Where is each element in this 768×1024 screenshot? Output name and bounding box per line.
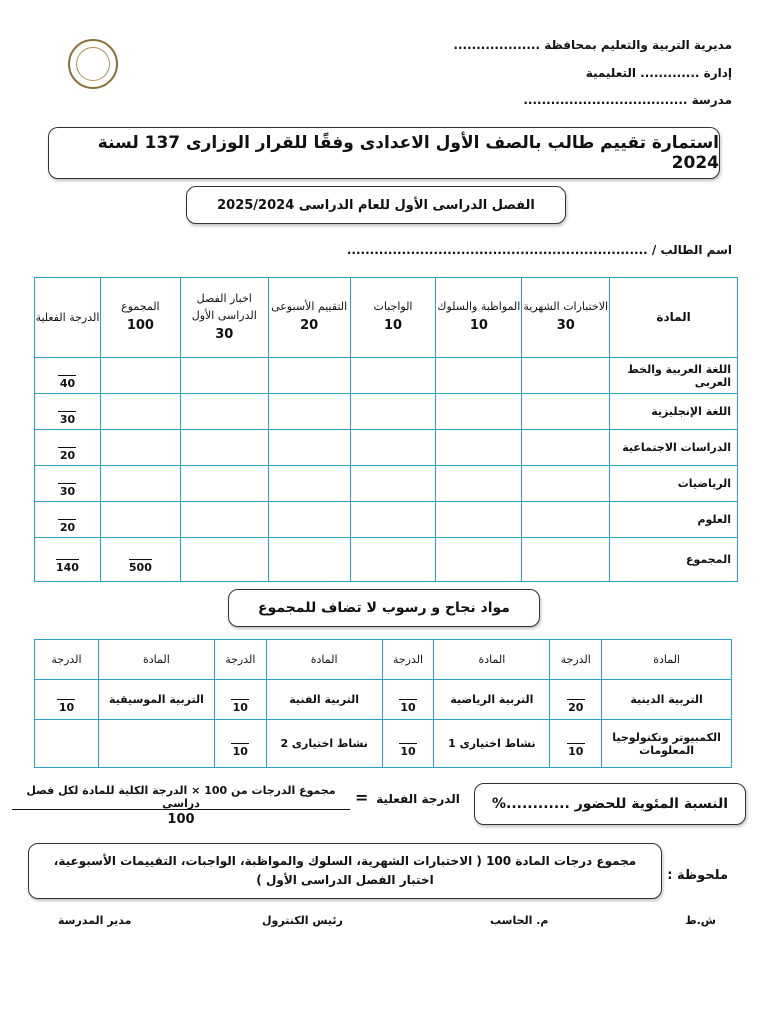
header-attendance-behavior: المواظبة والسلوك 10 — [436, 278, 522, 358]
total-cell — [100, 466, 180, 502]
semester-title: الفصل الدراسى الأول للعام الدراسى 2025/2024 — [186, 186, 566, 224]
header-homework: الواجبات 10 — [350, 278, 436, 358]
subject-cell: التربية الفنية — [266, 680, 382, 720]
formula-numerator: مجموع الدرجات من 100 × الدرجة الكلية للمادة لكل فصل دراسى — [26, 784, 336, 810]
subject-cell: المجموع — [610, 538, 738, 582]
signature-principal: مدير المدرسة — [58, 914, 132, 927]
signature-accountant: م. الحاسب — [490, 914, 549, 927]
table-row-total — [35, 538, 738, 582]
score-cell: 10 — [214, 720, 266, 768]
score-cell — [35, 720, 99, 768]
score-cell: 10 — [550, 720, 602, 768]
equals-sign: = — [355, 788, 369, 807]
grades-table — [34, 277, 738, 582]
subject-cell — [98, 720, 214, 768]
actual-cell: 40 — [35, 358, 101, 394]
header-monthly-tests: الاختبارات الشهرية 30 — [522, 278, 610, 358]
formula-denominator: 100 — [167, 812, 195, 827]
actual-cell: 20 — [35, 502, 101, 538]
header-subject: المادة — [610, 278, 738, 358]
header-weekly-eval: التقييم الأسبوعى 20 — [268, 278, 350, 358]
subject-cell: العلوم — [610, 502, 738, 538]
administration-line: إدارة ............. التعليمية — [585, 66, 732, 80]
table-row — [35, 720, 732, 768]
school-line: مدرسة .................................... — [523, 93, 732, 107]
header-subject: المادة — [266, 640, 382, 680]
actual-cell: 30 — [35, 394, 101, 430]
actual-cell: 30 — [35, 466, 101, 502]
total-cell: 500 — [100, 538, 180, 582]
fraction-line — [12, 809, 350, 810]
header-subject: المادة — [98, 640, 214, 680]
extra-subjects-table — [34, 639, 732, 768]
student-name-line: اسم الطالب / .................................................................. — [346, 243, 732, 257]
extra-subjects-title: مواد نجاح و رسوب لا تضاف للمجموع — [228, 589, 540, 627]
subject-cell: اللغة الإنجليزية — [610, 394, 738, 430]
formula-label: الدرجة الفعلية — [376, 792, 460, 806]
header-subject: المادة — [602, 640, 732, 680]
table-row — [35, 394, 738, 430]
total-cell — [100, 430, 180, 466]
subject-cell: التربية الرياضية — [434, 680, 550, 720]
note-label: ملحوظة : — [667, 868, 728, 883]
subject-cell: نشاط اختيارى 1 — [434, 720, 550, 768]
total-cell — [100, 394, 180, 430]
score-cell: 10 — [382, 680, 434, 720]
subject-cell: التربية الموسيقية — [98, 680, 214, 720]
header-total: المجموع 100 — [100, 278, 180, 358]
table-row — [35, 358, 738, 394]
note-line-1: مجموع درجات المادة 100 ( الاختبارات الشهرية، السلوك والمواظبة، الواجبات، التقييمات الأسبوعية، — [53, 853, 637, 868]
actual-cell: 140 — [35, 538, 101, 582]
actual-cell: 20 — [35, 430, 101, 466]
note-box — [28, 843, 662, 899]
attendance-percentage: النسبة المئوية للحضور ............% — [474, 783, 746, 825]
signature-sh: ش.ط — [685, 914, 716, 927]
header-semester-exam: اخبار الفصل الدراسى الأول 30 — [180, 278, 268, 358]
score-cell: 10 — [382, 720, 434, 768]
table-row — [35, 502, 738, 538]
header-subject: المادة — [434, 640, 550, 680]
form-title: استمارة تقييم طالب بالصف الأول الاعدادى وفقًا للقرار الوزارى 137 لسنة 2024 — [48, 127, 720, 179]
header-actual-score: الدرجة الفعلية — [35, 278, 101, 358]
directorate-line: مديرية التربية والتعليم بمحافظة ................... — [453, 38, 732, 52]
header-score: الدرجة — [382, 640, 434, 680]
subject-cell: الدراسات الاجتماعية — [610, 430, 738, 466]
subject-cell: الكمبيوتر وتكنولوجيا المعلومات — [602, 720, 732, 768]
score-cell: 10 — [35, 680, 99, 720]
ministry-logo — [68, 39, 118, 89]
signature-control-head: رئيس الكنترول — [262, 914, 343, 927]
table-row — [35, 430, 738, 466]
header-score: الدرجة — [35, 640, 99, 680]
subject-cell: التربية الدينية — [602, 680, 732, 720]
total-cell — [100, 502, 180, 538]
total-cell — [100, 358, 180, 394]
header-score: الدرجة — [550, 640, 602, 680]
note-line-2: اختبار الفصل الدراسى الأول ) — [256, 873, 434, 887]
subject-cell: اللغة العربية والخط العربى — [610, 358, 738, 394]
score-cell: 10 — [214, 680, 266, 720]
subject-cell: الرياضيات — [610, 466, 738, 502]
header-score: الدرجة — [214, 640, 266, 680]
table-row — [35, 466, 738, 502]
subject-cell: نشاط اختيارى 2 — [266, 720, 382, 768]
table-row — [35, 680, 732, 720]
score-cell: 20 — [550, 680, 602, 720]
